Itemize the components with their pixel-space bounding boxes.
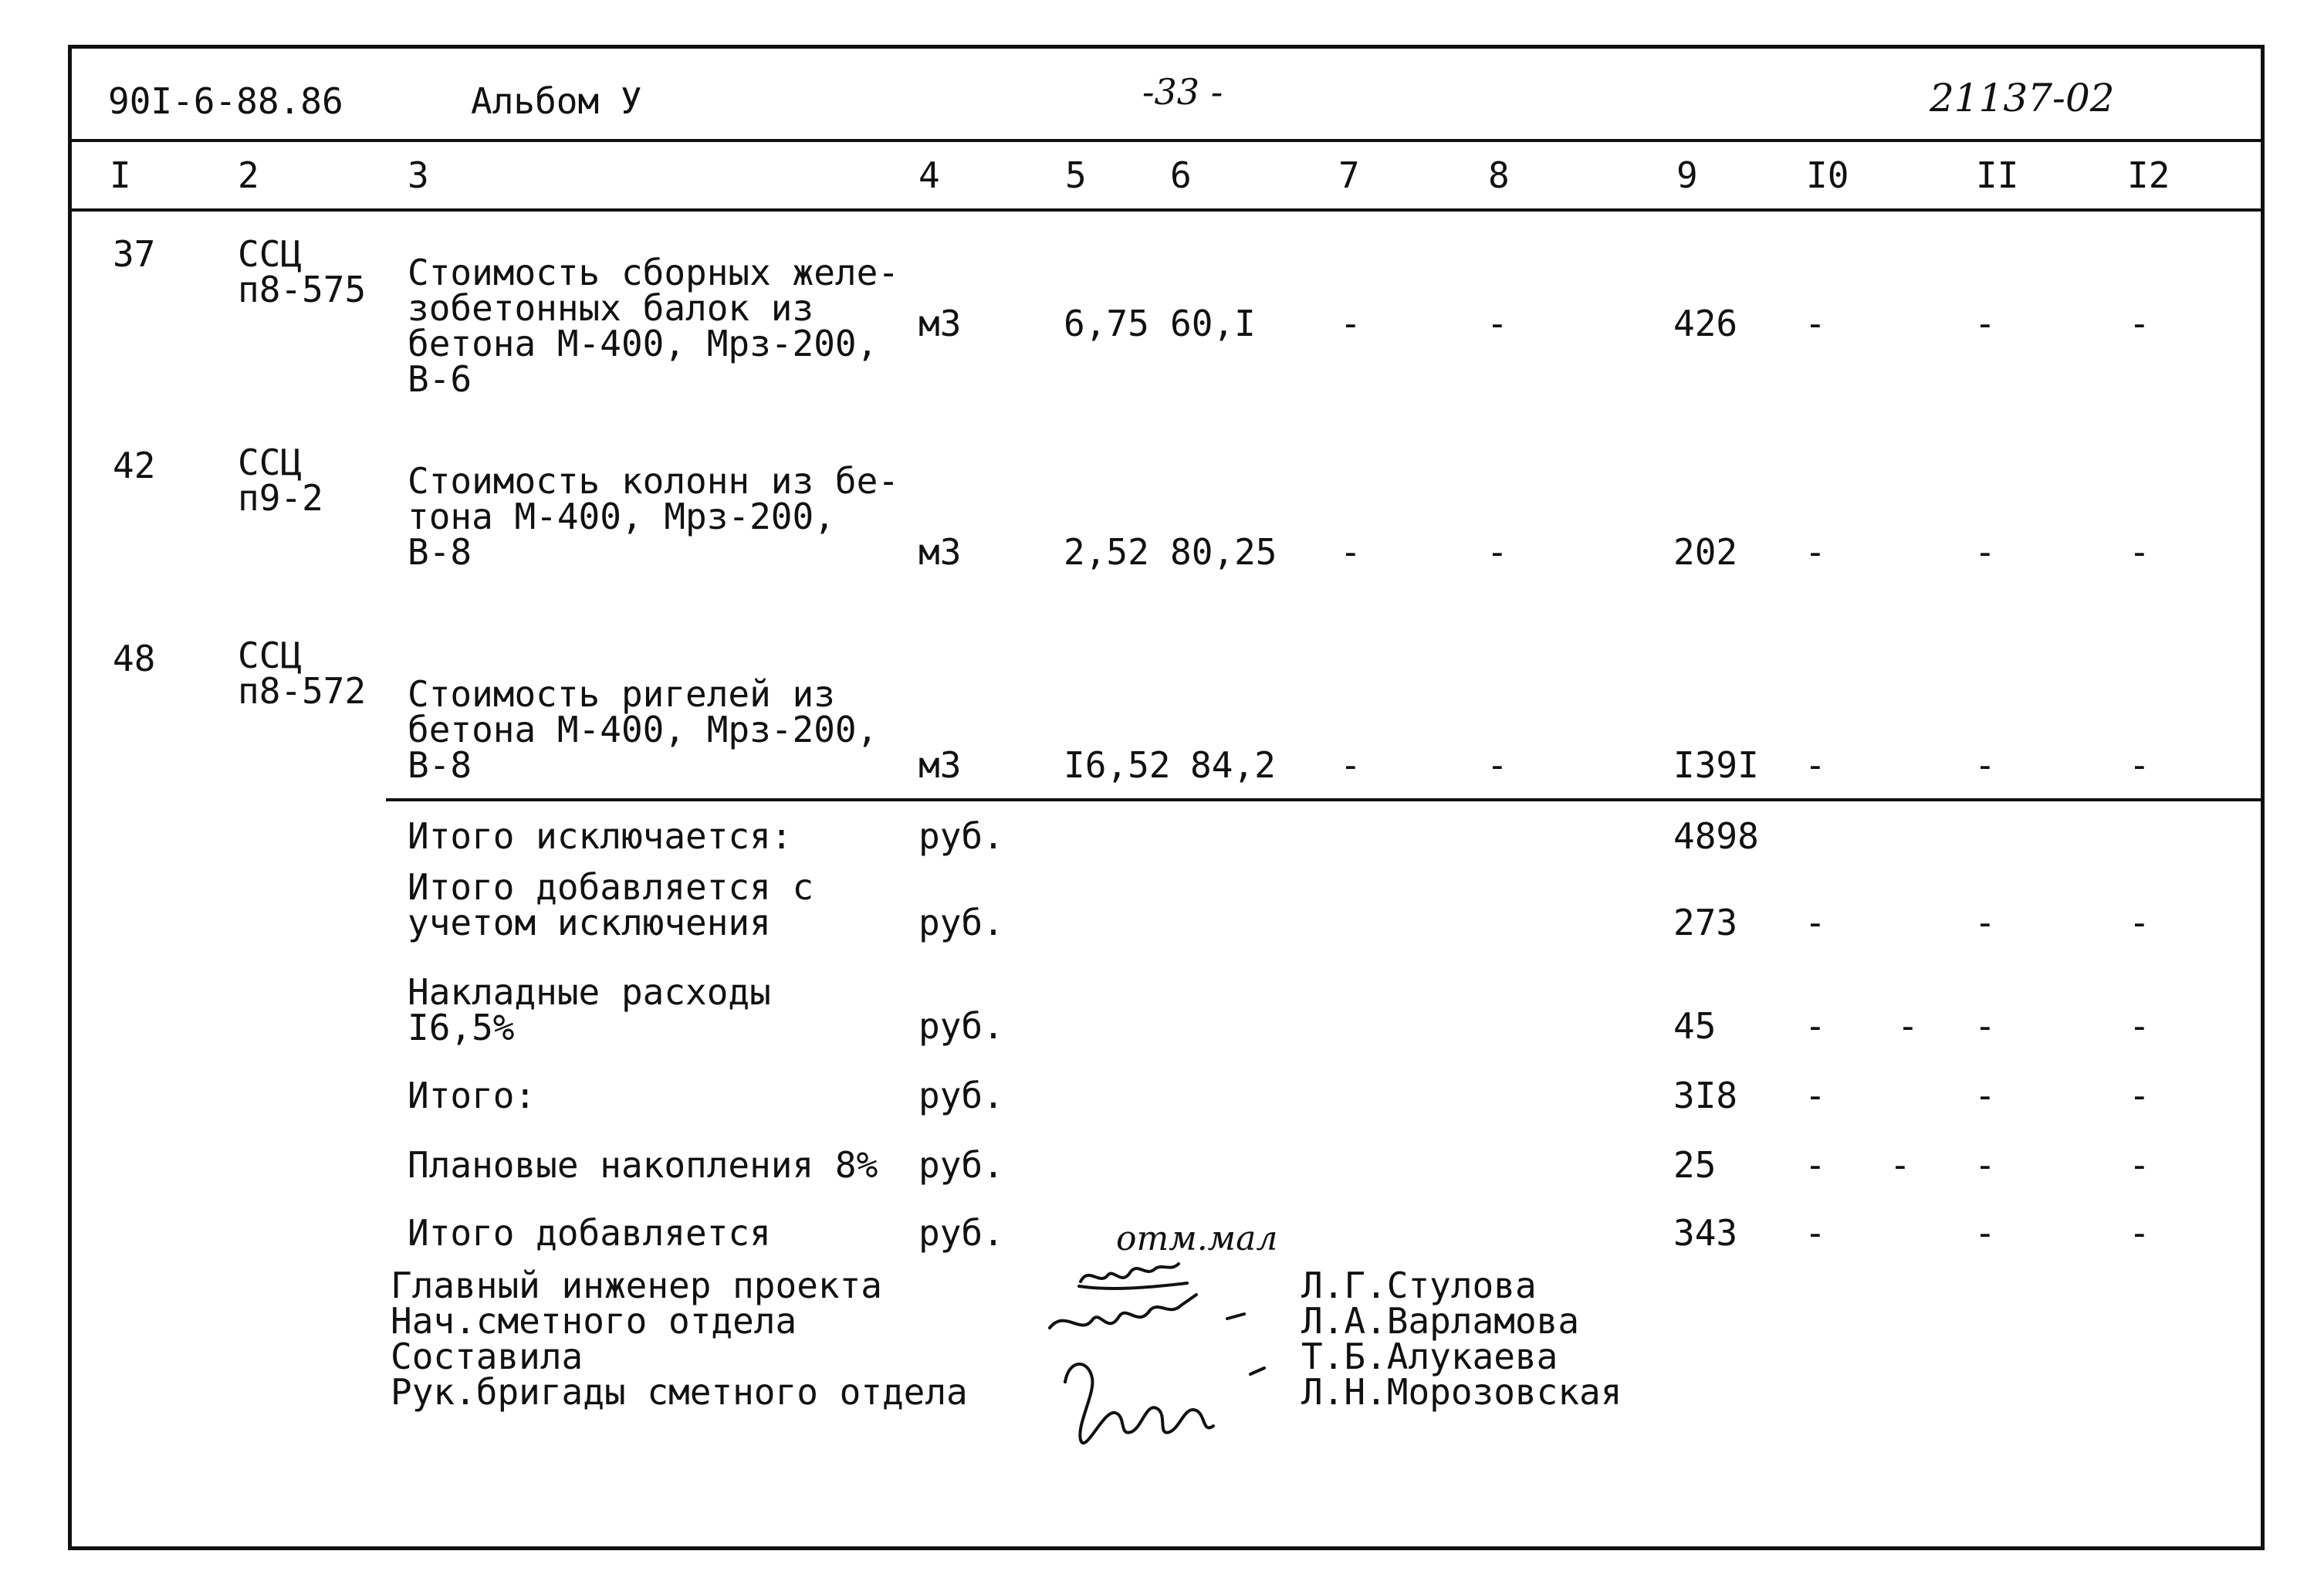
row-code: ССЦ п8-575 [238,233,367,310]
signature-name: Л.Н.Морозовская [1301,1371,1622,1413]
total-col10-extra: - [1897,1005,1919,1047]
row-unit-price: 80,25 [1170,531,1277,573]
row-col8: - [1487,744,1508,786]
row-col10: - [1805,744,1826,786]
total-col11: - [1974,1005,1996,1047]
signature-2-dash [1227,1314,1244,1319]
col-1: I [110,154,131,196]
row-col7: - [1340,531,1362,573]
total-col10: - [1805,1005,1826,1047]
total-label: Накладные расходы I6,5% [408,971,771,1048]
total-label: Итого добавляется [408,1212,771,1254]
total-col12: - [2129,902,2150,943]
row-unit: м3 [918,303,962,344]
total-unit: руб. [918,902,1004,943]
col-2: 2 [238,154,259,196]
total-label: Итого исключается: [408,815,793,857]
total-value: 343 [1673,1212,1738,1254]
row-col8: - [1487,531,1508,573]
total-unit: руб. [918,1005,1004,1047]
row-total: 202 [1673,531,1738,573]
signature-3-dash [1250,1368,1264,1374]
total-col12: - [2129,1144,2150,1186]
signature-2 [1050,1295,1196,1328]
total-col10-extra: - [1889,1144,1911,1186]
header-rule [71,139,2265,142]
col-5: 5 [1065,154,1087,196]
col-8: 8 [1488,154,1510,196]
album-title: Альбом У [471,80,642,122]
total-value: 3I8 [1673,1075,1738,1116]
handwritten-note: отм.мал [1116,1219,1278,1258]
row-number: 37 [113,233,156,275]
total-col11: - [1974,1212,1996,1254]
row-number: 48 [113,638,156,679]
row-col8: - [1487,303,1508,344]
row-number: 42 [113,445,156,486]
total-col12: - [2129,1212,2150,1254]
row-col7: - [1340,303,1362,344]
signature-name: Л.А.Варламова [1301,1300,1580,1342]
totals-rule [386,798,2265,801]
signature-1 [1081,1264,1179,1282]
total-unit: руб. [918,1212,1004,1254]
signature-3 [1065,1364,1213,1443]
row-total: I39I [1673,744,1759,786]
total-label: Итого добавляется с учетом исключения [408,866,814,943]
total-label: Итого: [408,1075,536,1116]
page-number: -33 - [1142,71,1223,113]
total-col11: - [1974,1144,1996,1186]
col-12: I2 [2127,154,2170,196]
row-unit-price: 84,2 [1190,744,1276,786]
col-11: II [1976,154,2019,196]
row-total: 426 [1673,303,1738,344]
total-col12: - [2129,1005,2150,1047]
total-col10: - [1805,1212,1826,1254]
row-unit: м3 [918,744,962,786]
col-9: 9 [1676,154,1698,196]
total-unit: руб. [918,1075,1004,1116]
total-col10: - [1805,902,1826,943]
total-col10: - [1805,1075,1826,1116]
document-number: 21137-02 [1930,76,2115,120]
row-quantity: 2,52 [1064,531,1149,573]
total-col11: - [1974,902,1996,943]
total-label: Плановые накопления 8% [408,1144,878,1186]
row-col12: - [2129,531,2150,573]
row-col10: - [1805,531,1826,573]
row-col10: - [1805,303,1826,344]
row-quantity: 6,75 [1064,303,1149,344]
row-unit: м3 [918,531,962,573]
signature-role: Составила [391,1336,584,1377]
row-description: Стоимость сборных желе- зобетонных балок из бетона М-400, Мрз-200, В-6 [408,252,899,400]
signature-1-tail [1079,1283,1187,1289]
total-value: 25 [1673,1144,1717,1186]
row-col12: - [2129,303,2150,344]
row-quantity: I6,52 [1064,744,1171,786]
total-value: 4898 [1673,815,1759,857]
total-unit: руб. [918,815,1004,857]
handwritten-signatures [1034,1251,1289,1475]
row-code: ССЦ п9-2 [238,442,323,519]
total-value: 273 [1673,902,1738,943]
signature-name: Л.Г.Стулова [1301,1265,1537,1306]
total-col12: - [2129,1075,2150,1116]
col-6: 6 [1170,154,1192,196]
total-col11: - [1974,1075,1996,1116]
row-description: Стоимость колонн из бе- тона М-400, Мрз-200, В-8 [408,460,899,573]
col-10: I0 [1806,154,1849,196]
signature-role: Рук.бригады сметного отдела [391,1371,968,1413]
total-value: 45 [1673,1005,1717,1047]
column-header-rule [71,208,2265,212]
total-col10: - [1805,1144,1826,1186]
signature-name: Т.Б.Алукаева [1301,1336,1558,1377]
row-col11: - [1974,531,1996,573]
row-code: ССЦ п8-572 [238,635,367,712]
col-7: 7 [1338,154,1360,196]
row-col12: - [2129,744,2150,786]
col-3: 3 [408,154,429,196]
row-col11: - [1974,744,1996,786]
row-unit-price: 60,I [1170,303,1256,344]
col-4: 4 [918,154,940,196]
signature-role: Нач.сметного отдела [391,1300,797,1342]
row-description: Стоимость ригелей из бетона М-400, Мрз-200, В-8 [408,673,878,786]
signature-role: Главный инженер проекта [391,1265,882,1306]
doc-code: 90I-6-88.86 [108,80,343,122]
total-unit: руб. [918,1144,1004,1186]
row-col11: - [1974,303,1996,344]
row-col7: - [1340,744,1362,786]
